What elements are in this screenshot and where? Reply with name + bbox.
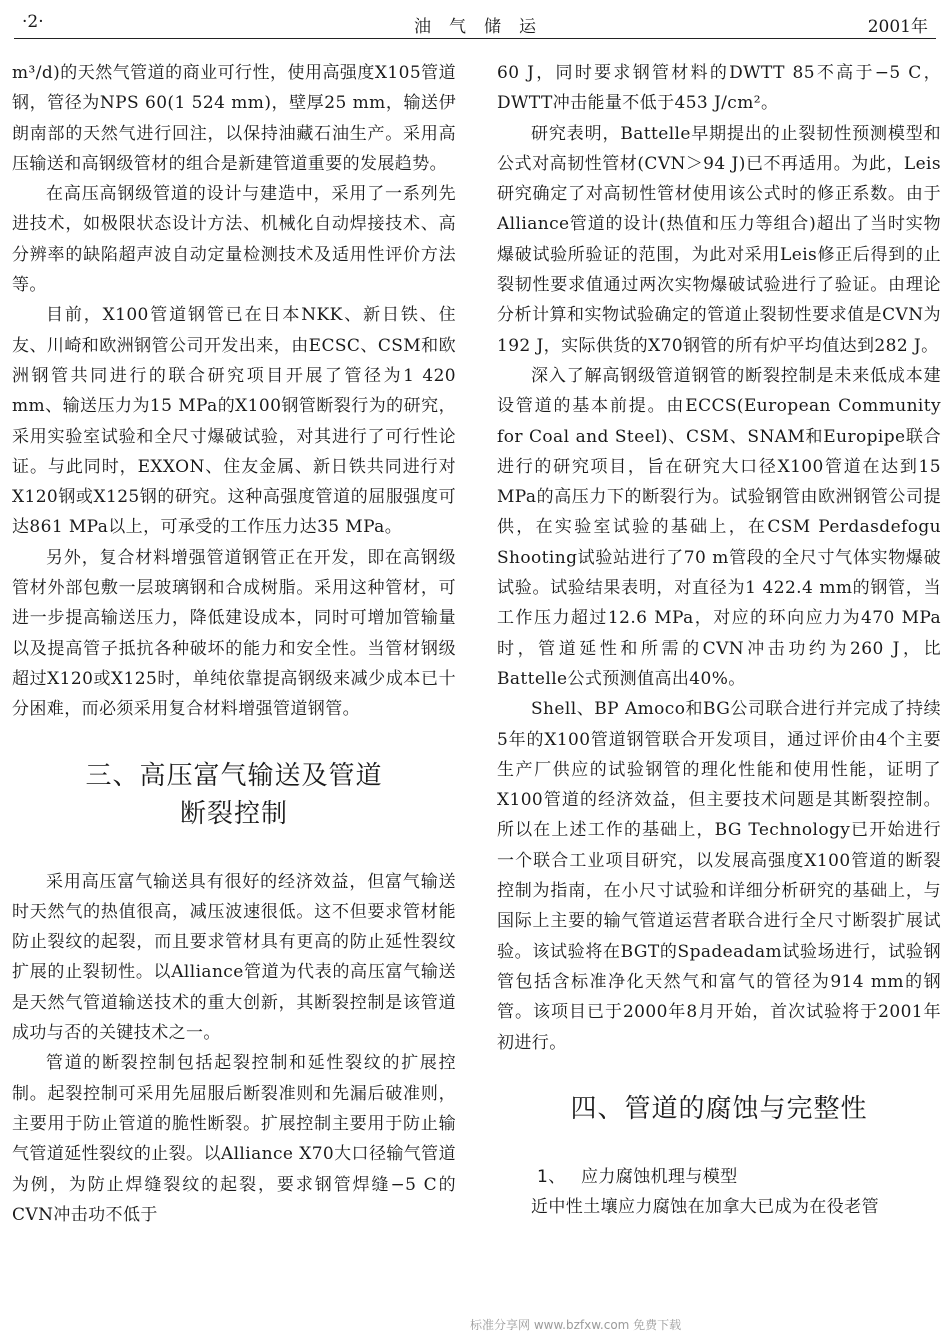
paragraph: 在高压高钢级管道的设计与建造中，采用了一系列先进技术，如极限状态设计方法、机械化自动焊接技术、高分辨率的缺陷超声波自动定量检测技术及适用性评价方法等。	[12, 184, 456, 296]
watermark-text: 标准分享网 www.bzfxw.com 免费下载	[470, 1318, 682, 1332]
paragraph: Shell、BP Amoco和BG公司联合进行并完成了持续5年的X100管道钢管联合开发项目，通过评价由4个主要生产厂供应的试验钢管的理化性能和使用性能，证明了X100管道的经济效益，但主要技术问题是其断裂控制。所以在上述工作的基础上，BG Technology已开始进行一个联合工业项目研究，以发展高强度X100管道的断裂控制为指南，在小尺寸试验和详细分析研究的基础上，与国际上主要的输气管道运营者联合进行全尺寸断裂扩展试验。该试验将在BGT的Spadeadam试验场进行，试验钢管包括含标准净化天然气和富气的管径为914 mm的钢管。该项目已于2000年8月开始，首次试验将于2001年初进行。	[497, 699, 941, 1053]
paragraph: 研究表明，Battelle早期提出的止裂韧性预测模型和公式对高韧性管材(CVN＞94 J)已不再适用。为此，Leis研究确定了对高韧性管材使用该公式时的修正系数。由于Alliance管道的设计(热值和压力等组合)超出了当时实物爆破试验所验证的范围，为此对采用Leis修正后得到的止裂韧性要求值通过两次实物爆破试验进行了验证。由理论分析计算和实物试验确定的管道止裂韧性要求值是CVN为192 J，实际供货的X70钢管的所有炉平均值达到282 J。	[497, 123, 941, 356]
paragraph: 60 J，同时要求钢管材料的DWTT 85不高于−5 C，DWTT冲击能量不低于453 J/cm²。	[497, 63, 941, 114]
section-heading	[12, 757, 456, 833]
left-column	[12, 58, 456, 1230]
section-heading: 四、管道的腐蚀与完整性	[570, 1093, 868, 1124]
section-heading-line: 三、高压富气输送及管道	[85, 760, 383, 791]
running-header	[14, 6, 936, 39]
paragraph: 目前，X100管道钢管已在日本NKK、新日铁、住友、川崎和欧洲钢管公司开发出来，由ECSC、CSM和欧洲钢管共同进行的联合研究项目开展了管径为1 420 mm、输送压力为15 MPa的X100钢管断裂行为的研究，采用实验室试验和全尺寸爆破试验，对其进行了可行性论证。与此同时，EXXON、住友金属、新日铁共同进行对X120钢或X125钢的研究。这种高强度管道的屈服强度可达861 MPa以上，可承受的工作压力达35 MPa。	[12, 305, 456, 538]
page-number: ·2·	[22, 12, 44, 32]
subsection-title: 应力腐蚀机理与模型	[581, 1166, 738, 1187]
paragraph: 另外，复合材料增强管道钢管正在开发，即在高钢级管材外部包敷一层玻璃钢和合成树脂。采用这种管材，可进一步提高输送压力，降低建设成本，同时可增加管输量以及提高管子抵抗各种破坏的能力和安全性。当管材钢级超过X120或X125时，单纯依靠提高钢级来减少成本已十分困难，而必须采用复合材料增强管道钢管。	[12, 547, 456, 720]
issue-year: 2001年	[867, 17, 928, 37]
subsection-number: 1、	[537, 1166, 566, 1187]
paragraph: m³/d)的天然气管道的商业可行性，使用高强度X105管道钢，管径为NPS 60(1 524 mm)，壁厚25 mm，输送伊朗南部的天然气进行回注，以保持油藏石油生产。采用高压输送和高钢级管材的组合是新建管道重要的发展趋势。	[12, 63, 456, 174]
journal-name: 油气储运	[414, 17, 554, 37]
paragraph: 管道的断裂控制包括起裂控制和延性裂纹的扩展控制。起裂控制可采用先屈服后断裂准则和先漏后破准则，主要用于防止管道的脆性断裂。扩展控制主要用于防止输气管道延性裂纹的止裂。以Alliance X70大口径输气管道为例，为防止焊缝裂纹的起裂，要求钢管焊缝−5 C的CVN冲击功不低于	[12, 1053, 456, 1225]
paragraph: 采用高压富气输送具有很好的经济效益，但富气输送时天然气的热值很高，减压波速很低。这不但要求管材能防止裂纹的起裂，而且要求管材具有更高的防止延性裂纹扩展的止裂韧性。以Alliance管道为代表的高压富气输送是天然气管道输送技术的重大创新，其断裂控制是该管道成功与否的关键技术之一。	[12, 871, 456, 1044]
subsection-heading	[497, 1162, 941, 1192]
section-heading-line: 断裂控制	[179, 798, 288, 829]
right-column	[497, 58, 941, 1222]
paragraph: 近中性土壤应力腐蚀在加拿大已成为在役老管	[531, 1196, 879, 1217]
paragraph: 深入了解高钢级管道钢管的断裂控制是未来低成本建设管道的基本前提。由ECCS(European Community for Coal and Steel)、CSM、SNAM和Europipe联合进行的研究项目，旨在研究大口径X100管道在达到15 MPa的高压力下的断裂行为。试验钢管由欧洲钢管公司提供，在实验室试验的基础上，在CSM Perdasdefogu Shooting试验站进行了70 m管段的全尺寸气体实物爆破试验。试验结果表明，对直径为1 422.4 mm的钢管，当工作压力超过12.6 MPa，对应的环向应力为470 MPa时，管道延性和所需的CVN冲击功约为260 J，比Battelle公式预测值高出40%。	[497, 365, 941, 689]
